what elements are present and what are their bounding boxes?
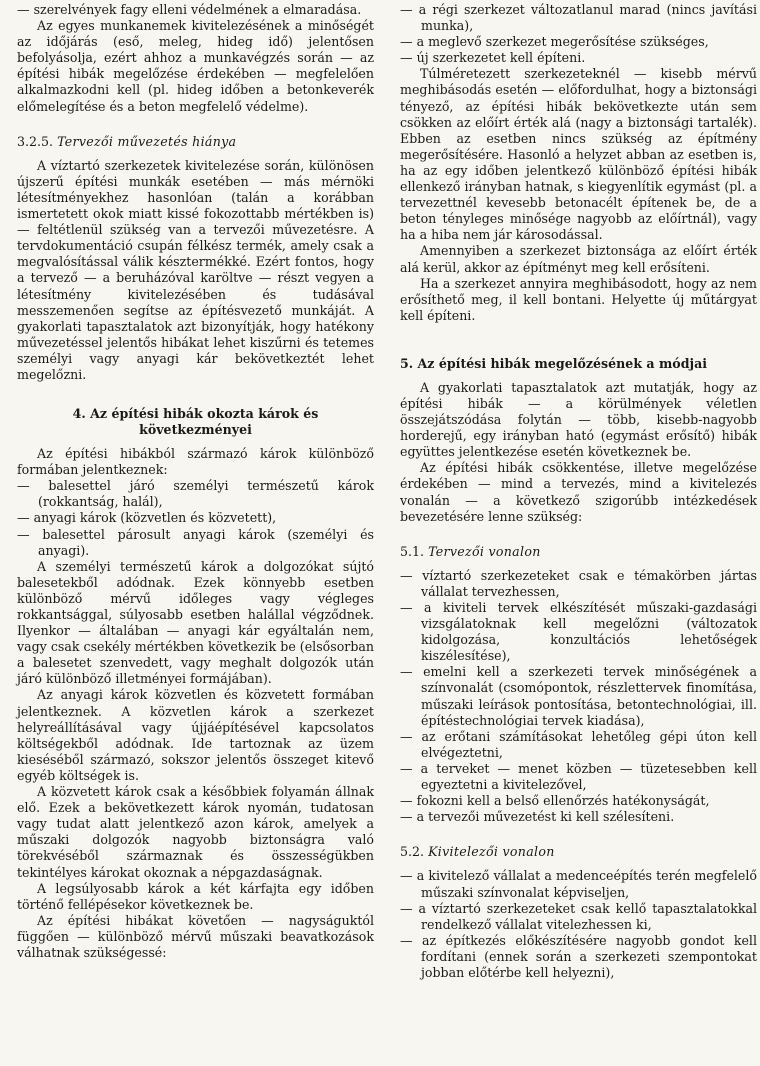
list-item: — a kiviteli tervek elkészítését műszaki-gazdasági vizsgálatoknak kell megelőzni (változatok kidolgozása, konzultációs lehetőségek kiszélesítése),	[400, 600, 757, 664]
subsection-number: 5.1.	[400, 543, 425, 559]
right-column	[400, 2, 757, 981]
subsection-title: Tervezői vonalon	[428, 543, 541, 559]
paragraph: Az anyagi károk közvetlen és közvetett formában jelentkeznek. A közvetlen károk a szerkezet helyreállításával vagy újjáépítésével kapcsolatos költségekből adódnak. Ide tartoznak az üzem kieséséből származó, sokszor jelentős összeget kitevő egyéb költségek is.	[17, 687, 374, 783]
subsection-number: 3.2.5.	[17, 133, 54, 149]
paragraph: Amennyiben a szerkezet biztonsága az előírt érték alá kerül, akkor az építményt meg kell erősíteni.	[400, 243, 757, 275]
paragraph: A legsúlyosabb károk a két kárfajta egy időben történő fellépésekor következnek be.	[17, 880, 374, 912]
list-item: — az erőtani számításokat lehetőleg gépi úton kell elvégeztetni,	[400, 728, 757, 760]
list-item: — szerelvények fagy elleni védelmének a elmaradása.	[17, 2, 362, 17]
list-item: — emelni kell a szerkezeti tervek minőségének a színvonalát (csomópontok, részlettervek finomítása, műszaki leírások pontosítása, betontechnológiai, ill. építéstechnológiai tervek kiadása),	[400, 664, 757, 728]
subsection-heading-5-2	[400, 844, 757, 860]
design-measures-list	[400, 568, 757, 826]
list-item: — a terveket — menet közben — tüzetesebben kell egyeztetni a kivitelezővel,	[400, 760, 757, 793]
paragraph: Az építési hibák csökkentése, illetve megelőzése érdekében — mind a tervezés, mind a kivitelezés vonalán — a következő szigorúbb intézkedések bevezetésére lenne szükség:	[400, 460, 757, 524]
list-item: — fokozni kell a belső ellenőrzés hatékonyságát,	[400, 793, 710, 809]
list-item: — a meglevő szerkezet megerősítése szükséges,	[400, 34, 709, 50]
subsection-number: 5.2.	[400, 844, 425, 860]
paragraph: Az egyes munkanemek kivitelezésének a minőségét az időjárás (eső, meleg, hideg idő) jelentősen befolyásolja, ezért ahhoz a munkavégzés során — az építési hibák megelőzése érdekében — megfelelően alkalmazkodni kell (pl. hideg időben a betonkeverék előmelegítése és a beton megfelelő védelme).	[17, 18, 374, 114]
subsection-title: Kivitelezői vonalon	[428, 844, 555, 860]
list-item: — anyagi károk (közvetlen és közvetett),	[17, 510, 277, 526]
left-column	[17, 2, 374, 961]
paragraph: Túlméretezett szerkezeteknél — kisebb mérvű meghibásodás esetén — előfordulhat, hogy a biztonsági tényező, az építési hibák bekövetkezte után sem csökken az előírt érték alá (nagy a biztonsági tartalék). Ebben az esetben nincs szükség az építmény megerősítésére. Hasonló a helyzet abban az esetben is, ha az egy időben jelentkező különböző építési hibák ellenkező irányban hatnak, s kiegyenlítik egymást (pl. a tervezettnél kevesebb betonacélt építenek be, de a beton tényleges minősége nagyobb az előírtnál), vagy ha a hiba nem jár károsodással.	[400, 66, 757, 243]
subsection-heading-3-2-5	[17, 134, 374, 150]
list-item: — balesettel párosult anyagi károk (személyi és anyagi).	[17, 526, 374, 558]
list-item: — a tervezői művezetést ki kell szélesíteni.	[400, 809, 675, 825]
intervention-list	[400, 2, 757, 66]
paragraph: Az építési hibákból származó károk különböző formában jelentkeznek:	[17, 446, 374, 478]
paragraph: Az építési hibákat követően — nagyságuktól függően — különböző mérvű műszaki beavatkozások válhatnak szükségessé:	[17, 912, 374, 960]
list-item: — víztartó szerkezeteket csak e témakörben jártas vállalat tervezhessen,	[400, 567, 757, 599]
section-heading-5: 5. Az építési hibák megelőzésének a módjai	[400, 355, 708, 371]
list-item: — a kivitelező vállalat a medenceépítés terén megfelelő műszaki színvonalat képviseljen,	[400, 868, 757, 900]
paragraph: A közvetett károk csak a későbbiek folyamán állnak elő. Ezek a bekövetkezett károk nyomán, tudatosan vagy tudat alatt jelentkező azon károk, amelyek a műszaki dolgozók nagyobb biztonságra való törekvéséből származnak és összességükben tekintélyes károkat okoznak a népgazdaságnak.	[17, 784, 374, 880]
list-item: — balesettel járó személyi természetű károk (rokkantság, halál),	[17, 478, 374, 510]
subsection-title: Tervezői művezetés hiánya	[57, 133, 237, 149]
list-item: — az építkezés előkészítésére nagyobb gondot kell fordítani (ennek során a szerkezeti szempontokat jobban előtérbe kell helyezni),	[400, 932, 757, 980]
list-item: — a víztartó szerkezeteket csak kellő tapasztalatokkal rendelkező vállalat vitelezhessen ki,	[400, 900, 757, 932]
list-item: — új szerkezetet kell építeni.	[400, 50, 586, 66]
subsection-heading-5-1	[400, 544, 757, 560]
construction-measures-list	[400, 868, 757, 981]
list-item: — a régi szerkezet változatlanul marad (nincs javítási munka),	[400, 2, 757, 34]
paragraph: A víztartó szerkezetek kivitelezése során, különösen újszerű építési munkák esetében — más mérnöki létesítményekhez hasonlóan (talán a korábban ismertetett okok miatt kissé fokozottabb mértékben is) — feltétlenül szükség van a tervezői művezetésre. A tervdokumentáció csupán félkész termék, amely csak a megvalósítással válik késztermékké. Ezért fontos, hogy a tervező — a beruházóval karöltve — részt vegyen a létesítmény kivitelezésében és tudásával messzemenően segítse az építésvezető munkáját. A gyakorlati tapasztalatok azt bizonyítják, hogy hatékony művezetéssel jelentős hibákat lehet kiszűrni és tetemes személyi vagy anyagi kár bekövetkeztét lehet megelőzni.	[17, 157, 374, 382]
section-heading-4: 4. Az építési hibák okozta károk és következményei	[72, 406, 319, 438]
paragraph: Ha a szerkezet annyira meghibásodott, hogy az nem erősíthető meg, il kell bontani. Helyette új műtárgyat kell építeni.	[400, 275, 757, 323]
paragraph: A gyakorlati tapasztalatok azt mutatják, hogy az építési hibák — a körülmények véletlen összejátszódása folytán — több, kisebb-nagyobb horderejű, egy irányban ható (egymást erősítő) hibák együttes jelentkezése esetén következnek be.	[400, 379, 757, 460]
paragraph: A személyi természetű károk a dolgozókat sújtó balesetekből adódnak. Ezek könnyebb esetben különböző mérvű időleges vagy végleges rokkantsággal, súlyosabb esetben halállal végződnek. Ilyenkor — általában — anyagi kár egyáltalán nem, vagy csak csekély mértékben következik be (elsősorban a balesetet szenvedett, vagy meghalt dolgozók után járó különböző illetményei formájában).	[17, 558, 374, 687]
damage-type-list	[17, 478, 374, 558]
